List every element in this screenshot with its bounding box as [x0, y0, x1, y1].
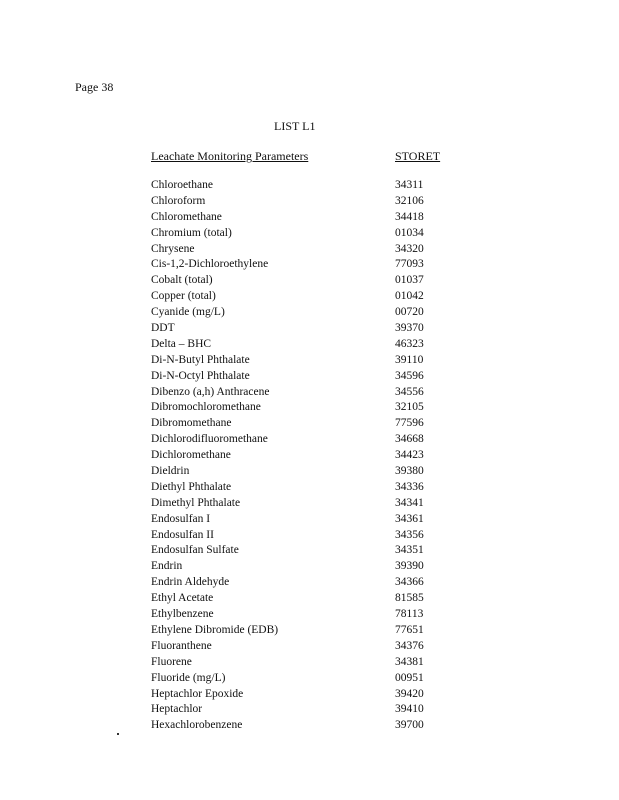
storet-code: 78113 — [395, 608, 424, 621]
table-row — [151, 528, 451, 544]
storet-code: 34596 — [395, 369, 424, 382]
storet-code: 34311 — [395, 179, 424, 191]
table-row — [151, 512, 451, 528]
parameter-name: Dichlorodifluoromethane — [151, 433, 268, 446]
parameter-name: DDT — [151, 322, 175, 335]
storet-code: 39390 — [395, 560, 424, 573]
list-title: LIST L1 — [274, 119, 316, 133]
storet-code: 39110 — [395, 353, 424, 366]
parameter-list — [151, 178, 451, 734]
table-row — [151, 718, 451, 734]
storet-code: 34366 — [395, 576, 424, 589]
parameter-name: Hexachlorobenzene — [151, 719, 243, 732]
parameter-name: Cobalt (total) — [151, 274, 213, 287]
parameter-name: Heptachlor Epoxide — [151, 687, 244, 700]
parameter-name: Chloromethane — [151, 210, 222, 223]
storet-code: 39380 — [395, 465, 424, 478]
parameter-name: Di-N-Octyl Phthalate — [151, 369, 250, 382]
parameter-name: Dimethyl Phthalate — [151, 496, 241, 509]
parameter-name: Endosulfan Sulfate — [151, 544, 239, 557]
storet-code: 34361 — [395, 512, 424, 525]
table-row — [151, 623, 451, 639]
parameter-name: Dibromochloromethane — [151, 401, 261, 414]
storet-code: 34418 — [395, 210, 424, 223]
parameter-name: Dibromomethane — [151, 417, 232, 430]
table-row — [151, 305, 451, 321]
storet-code: 34336 — [395, 480, 424, 493]
storet-code: 34556 — [395, 385, 424, 398]
parameter-name: Ethylene Dibromide (EDB) — [151, 623, 279, 636]
storet-code: 00720 — [395, 306, 424, 319]
table-row — [151, 226, 451, 242]
table-row — [151, 591, 451, 607]
parameter-name: Endosulfan II — [151, 528, 214, 541]
storet-code: 34356 — [395, 528, 424, 541]
parameter-name: Chloroform — [151, 194, 206, 207]
table-row — [151, 400, 451, 416]
parameter-name: Dibenzo (a,h) Anthracene — [151, 385, 270, 398]
storet-code: 39420 — [395, 687, 424, 700]
column-header-parameter: Leachate Monitoring Parameters — [151, 149, 309, 163]
table-row — [151, 194, 451, 210]
storet-code: 34351 — [395, 544, 424, 557]
parameter-name: Ethyl Acetate — [151, 592, 214, 605]
parameter-name: Ethylbenzene — [151, 608, 214, 621]
storet-code: 77596 — [395, 417, 424, 430]
storet-code: 34376 — [395, 639, 424, 652]
storet-code: 34320 — [395, 242, 424, 255]
table-row — [151, 432, 451, 448]
storet-code: 01042 — [395, 290, 424, 303]
storet-code: 81585 — [395, 592, 424, 605]
parameter-name: Dieldrin — [151, 465, 190, 478]
table-row — [151, 575, 451, 591]
table-row — [151, 480, 451, 496]
table-row — [151, 543, 451, 559]
table-row — [151, 416, 451, 432]
table-row — [151, 321, 451, 337]
storet-code: 01037 — [395, 274, 424, 287]
margin-mark — [117, 733, 119, 735]
parameter-name: Cyanide (mg/L) — [151, 306, 225, 319]
storet-code: 46323 — [395, 337, 424, 350]
storet-code: 77651 — [395, 623, 424, 636]
storet-code: 77093 — [395, 258, 424, 271]
parameter-name: Chloroethane — [151, 179, 213, 191]
parameter-name: Copper (total) — [151, 290, 216, 303]
table-row — [151, 448, 451, 464]
table-row — [151, 385, 451, 401]
parameter-name: Heptachlor — [151, 703, 203, 716]
table-row — [151, 273, 451, 289]
column-header-storet: STORET — [395, 149, 441, 163]
table-row — [151, 242, 451, 258]
table-row — [151, 337, 451, 353]
parameter-name: Delta – BHC — [151, 337, 212, 350]
table-row — [151, 210, 451, 226]
table-row — [151, 369, 451, 385]
storet-code: 39410 — [395, 703, 424, 716]
table-row — [151, 607, 451, 623]
table-row — [151, 702, 451, 718]
table-row — [151, 353, 451, 369]
table-row — [151, 687, 451, 703]
parameter-name: Fluoride (mg/L) — [151, 671, 226, 684]
table-row — [151, 289, 451, 305]
table-row — [151, 671, 451, 687]
page-number: Page 38 — [75, 80, 114, 94]
parameter-name: Chrysene — [151, 242, 195, 255]
parameter-name: Diethyl Phthalate — [151, 480, 232, 493]
storet-code: 32105 — [395, 401, 424, 414]
parameter-name: Fluorene — [151, 655, 192, 668]
parameter-name: Chromium (total) — [151, 226, 232, 239]
parameter-name: Endrin — [151, 560, 183, 573]
table-row — [151, 655, 451, 671]
storet-code: 34423 — [395, 449, 424, 462]
parameter-name: Cis-1,2-Dichloroethylene — [151, 258, 269, 271]
parameter-name: Endrin Aldehyde — [151, 576, 230, 589]
storet-code: 39700 — [395, 719, 424, 732]
storet-code: 34668 — [395, 433, 424, 446]
table-row — [151, 496, 451, 512]
storet-code: 34381 — [395, 655, 424, 668]
storet-code: 32106 — [395, 194, 424, 207]
table-row — [151, 178, 451, 194]
storet-code: 01034 — [395, 226, 424, 239]
parameter-name: Di-N-Butyl Phthalate — [151, 353, 250, 366]
parameter-name: Dichloromethane — [151, 449, 231, 462]
table-row — [151, 639, 451, 655]
table-row — [151, 559, 451, 575]
parameter-name: Endosulfan I — [151, 512, 211, 525]
storet-code: 00951 — [395, 671, 424, 684]
parameter-name: Fluoranthene — [151, 639, 212, 652]
storet-code: 34341 — [395, 496, 424, 509]
table-row — [151, 464, 451, 480]
storet-code: 39370 — [395, 322, 424, 335]
table-row — [151, 257, 451, 273]
